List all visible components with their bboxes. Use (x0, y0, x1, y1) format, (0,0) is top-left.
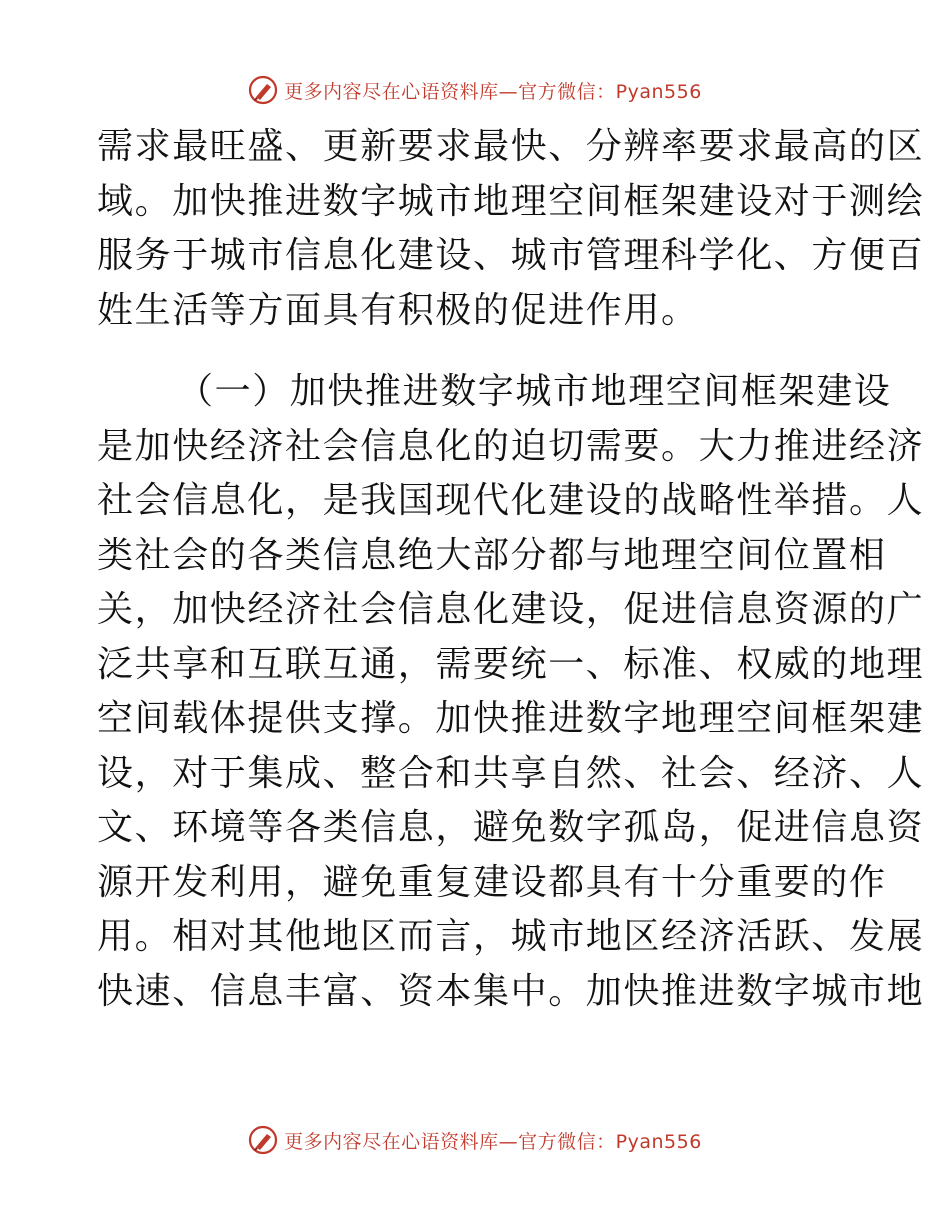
text-line: 姓生活等方面具有积极的促进作用。 (97, 289, 699, 331)
text-line: 空间载体提供支撑。加快推进数字地理空间框架建 (97, 698, 925, 739)
text-line: 用。相对其他地区而言，城市地区经济活跃、发展 (97, 916, 925, 957)
text-line: 快速、信息丰富、资本集中。加快推进数字城市地 (97, 970, 925, 1012)
text-line: 关，加快经济社会信息化建设，促进信息资源的广 (97, 589, 925, 630)
text-line: 需求最旺盛、更新要求最快、分辨率要求最高的区 (97, 126, 925, 167)
text-line: 域。加快推进数字城市地理空间框架建设对于测绘 (97, 180, 925, 222)
watermark-footer (0, 1120, 950, 1160)
pen-logo-icon (248, 1125, 278, 1155)
text-line: 类社会的各类信息绝大部分都与地理空间位置相 (97, 534, 887, 576)
text-line: 服务于城市信息化建设、城市管理科学化、方便百 (97, 235, 925, 276)
text-line: 泛共享和互联互通，需要统一、标准、权威的地理 (97, 643, 925, 685)
watermark-text: 更多内容尽在心语资料库—官方微信：Pyan556 (284, 1130, 702, 1153)
text-line: 是加快经济社会信息化的迫切需要。大力推进经济 (97, 425, 925, 467)
paragraph-spacing (97, 338, 857, 365)
document-body (97, 120, 925, 1019)
paragraph (97, 120, 925, 338)
pen-logo-icon (248, 75, 278, 105)
text-line: 设，对于集成、整合和共享自然、社会、经济、人 (97, 752, 925, 794)
text-line: 社会信息化，是我国现代化建设的战略性举措。人 (97, 480, 925, 521)
watermark-text: 更多内容尽在心语资料库—官方微信：Pyan556 (284, 80, 702, 103)
text-line: 源开发利用，避免重复建设都具有十分重要的作 (97, 861, 887, 903)
text-line: 文、环境等各类信息，避免数字孤岛，促进信息资 (97, 807, 925, 848)
paragraph (97, 365, 925, 1019)
text-line: （一）加快推进数字城市地理空间框架建设 (177, 371, 892, 412)
watermark-header (0, 70, 950, 110)
